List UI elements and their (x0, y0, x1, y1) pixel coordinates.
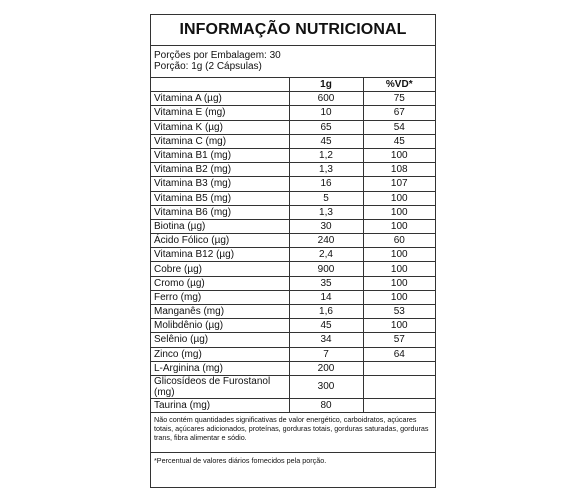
nutrient-name: Ácido Fólico (µg) (151, 234, 289, 248)
table-row (151, 276, 435, 290)
nutrient-name: Vitamina B2 (mg) (151, 163, 289, 177)
nutrient-amount: 1,6 (289, 305, 363, 319)
table-row (151, 290, 435, 304)
nutrient-vd: 100 (363, 290, 435, 304)
nutrient-vd: 54 (363, 120, 435, 134)
nutrient-name: Selênio (µg) (151, 333, 289, 347)
nutrient-amount: 35 (289, 276, 363, 290)
nutrient-name: Vitamina B5 (mg) (151, 191, 289, 205)
nutrient-vd: 64 (363, 347, 435, 361)
nutrient-amount: 10 (289, 106, 363, 120)
table-row (151, 347, 435, 361)
nutrient-amount: 14 (289, 290, 363, 304)
nutrient-vd: 45 (363, 134, 435, 148)
nutrient-name: Vitamina B6 (mg) (151, 205, 289, 219)
nutrient-vd: 100 (363, 205, 435, 219)
table-row (151, 361, 435, 375)
table-row (151, 106, 435, 120)
nutrient-amount: 7 (289, 347, 363, 361)
nutrient-amount: 30 (289, 219, 363, 233)
nutrient-name: Molibdênio (µg) (151, 319, 289, 333)
table-row (151, 333, 435, 347)
nutrient-name: Ferro (mg) (151, 290, 289, 304)
panel-title: INFORMAÇÃO NUTRICIONAL (151, 15, 435, 46)
table-row (151, 375, 435, 398)
nutrient-amount: 45 (289, 319, 363, 333)
nutrient-name: Cromo (µg) (151, 276, 289, 290)
nutrient-name: Cobre (µg) (151, 262, 289, 276)
nutrient-vd: 57 (363, 333, 435, 347)
notes (151, 412, 435, 465)
nutrient-name: Taurina (mg) (151, 398, 289, 412)
table-row (151, 398, 435, 412)
table-row (151, 262, 435, 276)
nutrient-name: Vitamina E (mg) (151, 106, 289, 120)
table-row (151, 248, 435, 262)
portion-info (151, 46, 435, 78)
nutrient-amount: 5 (289, 191, 363, 205)
nutrient-amount: 600 (289, 92, 363, 106)
nutrient-amount: 900 (289, 262, 363, 276)
not-significant-note: Não contém quantidades significativas de valor energético, carboidratos, açúcares totais, açúcares adicionados, proteínas, gorduras totais, gorduras saturadas, gorduras trans, fibra alimentar e sódio. (151, 415, 435, 453)
table-row (151, 205, 435, 219)
nutrient-amount: 1,3 (289, 205, 363, 219)
nutrient-amount: 2,4 (289, 248, 363, 262)
table-header-row (151, 78, 435, 92)
nutrient-name: Vitamina C (mg) (151, 134, 289, 148)
nutrient-vd: 100 (363, 248, 435, 262)
nutrient-amount: 1,2 (289, 148, 363, 162)
nutrient-amount: 16 (289, 177, 363, 191)
nutrient-vd: 100 (363, 219, 435, 233)
table-row (151, 234, 435, 248)
nutrient-name: Vitamina K (µg) (151, 120, 289, 134)
nutrient-amount: 45 (289, 134, 363, 148)
nutrient-name: Vitamina B12 (µg) (151, 248, 289, 262)
nutrient-vd: 53 (363, 305, 435, 319)
nutrient-name: Manganês (mg) (151, 305, 289, 319)
nutrient-amount: 80 (289, 398, 363, 412)
nutrient-vd: 100 (363, 262, 435, 276)
nutrient-vd: 75 (363, 92, 435, 106)
nutrient-vd: 67 (363, 106, 435, 120)
header-vd: %VD* (363, 78, 435, 92)
table-row (151, 163, 435, 177)
nutrient-name: Biotina (µg) (151, 219, 289, 233)
header-amount: 1g (289, 78, 363, 92)
nutrient-amount: 200 (289, 361, 363, 375)
servings-per-package: Porções por Embalagem: 30 (154, 50, 281, 61)
nutrient-vd: 107 (363, 177, 435, 191)
nutrient-vd (363, 375, 435, 398)
nutrient-amount: 1,3 (289, 163, 363, 177)
nutrient-table (151, 77, 435, 413)
table-row (151, 219, 435, 233)
header-nutrient (151, 78, 289, 92)
nutrition-facts-panel (150, 14, 436, 488)
table-row (151, 305, 435, 319)
serving-size: Porção: 1g (2 Cápsulas) (154, 61, 262, 72)
nutrient-name: L-Arginina (mg) (151, 361, 289, 375)
nutrient-name: Zinco (mg) (151, 347, 289, 361)
nutrient-name: Vitamina B3 (mg) (151, 177, 289, 191)
table-row (151, 134, 435, 148)
vd-footnote: *Percentual de valores diários fornecidos pela porção. (154, 456, 327, 466)
nutrient-amount: 240 (289, 234, 363, 248)
nutrient-amount: 65 (289, 120, 363, 134)
nutrient-vd: 100 (363, 148, 435, 162)
table-row (151, 92, 435, 106)
nutrient-name: Vitamina B1 (mg) (151, 148, 289, 162)
nutrient-name: Vitamina A (µg) (151, 92, 289, 106)
table-row (151, 177, 435, 191)
nutrient-vd: 108 (363, 163, 435, 177)
table-row (151, 319, 435, 333)
table-row (151, 120, 435, 134)
nutrient-vd (363, 361, 435, 375)
nutrient-vd (363, 398, 435, 412)
nutrient-name: Glicosídeos de Furostanol (mg) (151, 375, 289, 398)
table-row (151, 191, 435, 205)
nutrient-vd: 100 (363, 276, 435, 290)
nutrient-vd: 100 (363, 319, 435, 333)
nutrient-amount: 300 (289, 375, 363, 398)
nutrient-amount: 34 (289, 333, 363, 347)
table-row (151, 148, 435, 162)
nutrient-vd: 100 (363, 191, 435, 205)
nutrient-vd: 60 (363, 234, 435, 248)
